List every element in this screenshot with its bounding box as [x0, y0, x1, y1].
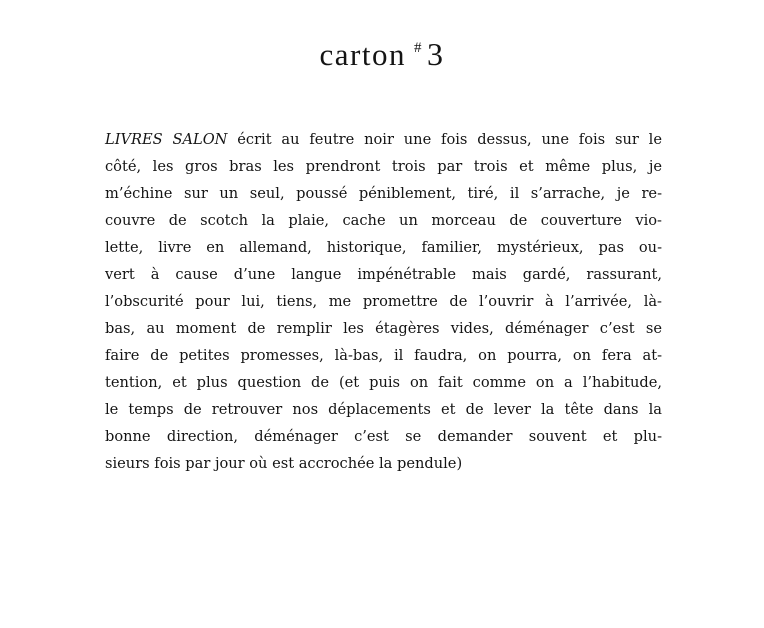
text-line: bonne direction, déménager c’est se demander souvent et plu-	[105, 428, 662, 445]
text-line: vert à cause d’une langue impénétrable mais gardé, rassurant,	[105, 266, 662, 283]
text-line: faire de petites promesses, là-bas, il faudra, on pourra, on fera at-	[105, 347, 662, 364]
text-line-content: écrit au feutre noir une fois dessus, une fois sur le	[227, 131, 662, 148]
text-line: sieurs fois par jour où est accrochée la pendule)	[105, 455, 463, 472]
text-line: bas, au moment de remplir les étagères vides, déménager c’est se	[105, 320, 662, 337]
title-number: 3	[426, 36, 445, 72]
title-word: carton	[319, 37, 406, 72]
text-line: couvre de scotch la plaie, cache un morceau de couverture vio-	[105, 212, 662, 229]
text-line: tention, et plus question de (et puis on fait comme on a l’habitude,	[105, 374, 662, 391]
page-title	[0, 28, 764, 75]
title-number-sign: #	[413, 40, 423, 56]
text-line: lette, livre en allemand, historique, familier, mystérieux, pas ou-	[105, 239, 662, 256]
text-line: l’obscurité pour lui, tiens, me promettre de l’ouvrir à l’arrivée, là-	[105, 293, 662, 310]
text-line	[105, 126, 662, 153]
text-line: côté, les gros bras les prendront trois par trois et même plus, je	[105, 158, 662, 175]
text-line: le temps de retrouver nos déplacements et de lever la tête dans la	[105, 401, 662, 418]
text-passage	[105, 126, 662, 477]
italic-lead: LIVRES SALON	[105, 131, 228, 148]
text-line: m’échine sur un seul, poussé péniblement, tiré, il s’arrache, je re-	[105, 185, 662, 202]
